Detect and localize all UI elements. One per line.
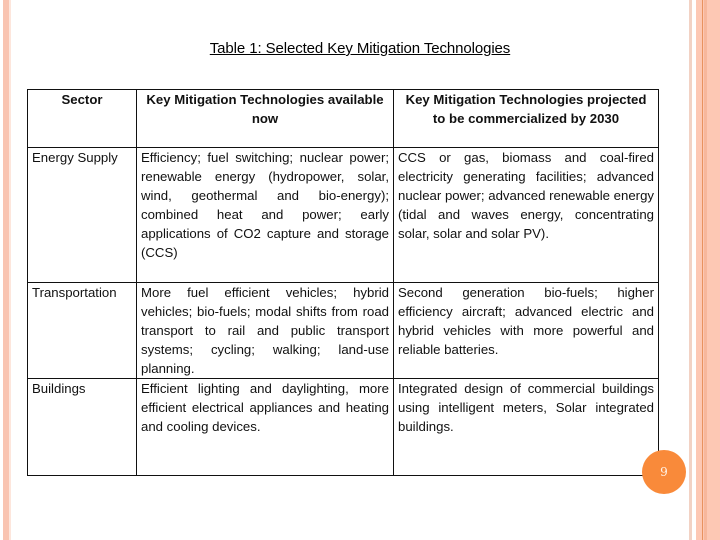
table-title: Table 1: Selected Key Mitigation Technologies xyxy=(209,40,511,57)
cell-sector: Transportation xyxy=(28,283,137,379)
mitigation-technologies-table xyxy=(27,89,659,476)
page-number: 9 xyxy=(660,465,668,479)
cell-sector: Buildings xyxy=(28,379,137,476)
right-decorative-accent-line xyxy=(702,0,703,540)
table-row xyxy=(28,379,659,476)
cell-available-now: Efficiency; fuel switching; nuclear power; renewable energy (hydropower, solar, wind, geothermal and bio-energy); combined heat and power; early applications of CO2 capture and storage (CCS) xyxy=(137,148,394,283)
header-available-now: Key Mitigation Technologies available now xyxy=(137,90,394,148)
table-row xyxy=(28,148,659,283)
left-decorative-strip-fade xyxy=(9,0,11,540)
cell-available-now: Efficient lighting and daylighting, more efficient electrical appliances and heating and cooling devices. xyxy=(137,379,394,476)
cell-available-now: More fuel efficient vehicles; hybrid vehicles; bio-fuels; modal shifts from road transport to rail and public transport systems; cycling; walking; land-use planning. xyxy=(137,283,394,379)
header-sector: Sector xyxy=(28,90,137,148)
cell-by-2030: Second generation bio-fuels; higher efficiency aircraft; advanced electric and hybrid vehicles with more powerful and reliable batteries. xyxy=(394,283,659,379)
table-header-row xyxy=(28,90,659,148)
cell-by-2030: Integrated design of commercial buildings using intelligent meters, Solar integrated buildings. xyxy=(394,379,659,476)
right-decorative-soft-band xyxy=(704,0,707,540)
right-decorative-line xyxy=(689,0,692,540)
right-decorative-strip xyxy=(696,0,720,540)
header-by-2030: Key Mitigation Technologies projected to be commercialized by 2030 xyxy=(394,90,659,148)
cell-sector: Energy Supply xyxy=(28,148,137,283)
page-number-badge xyxy=(642,450,686,494)
table-row xyxy=(28,283,659,379)
cell-by-2030: CCS or gas, biomass and coal-fired electricity generating facilities; advanced nuclear power; advanced renewable energy (tidal and waves energy, concentrating solar, solar and solar PV). xyxy=(394,148,659,283)
